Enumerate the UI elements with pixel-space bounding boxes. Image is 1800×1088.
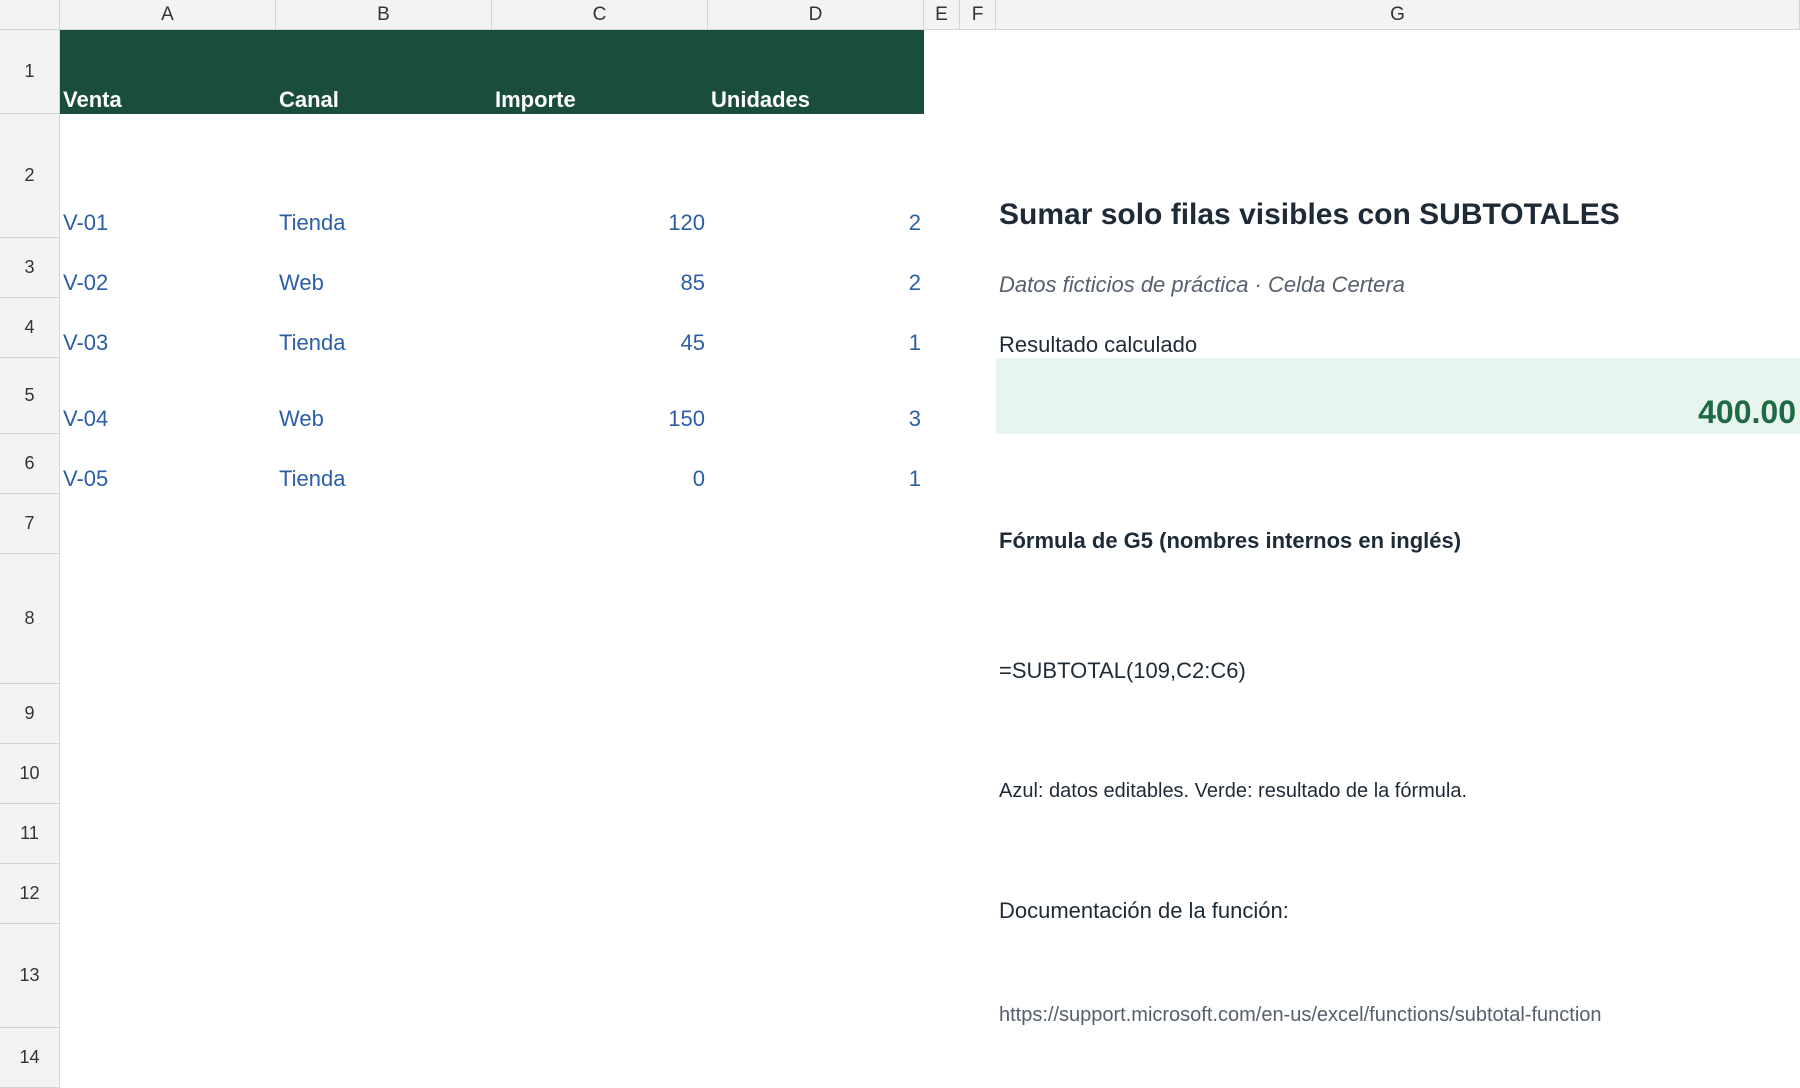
cell-venta[interactable]: V-04	[63, 406, 109, 431]
cell-venta[interactable]: V-05	[63, 466, 109, 491]
header-cell-venta[interactable]: Venta	[63, 87, 122, 112]
cell-unidades[interactable]: 2	[908, 210, 921, 235]
cell-importe[interactable]: 120	[668, 210, 705, 235]
header-cell-canal[interactable]: Canal	[279, 87, 339, 112]
page-title[interactable]: Sumar solo filas visibles con SUBTOTALES	[999, 198, 1620, 231]
row-header-3[interactable]: 3	[0, 238, 60, 298]
cell-venta[interactable]: V-03	[63, 330, 109, 355]
row-header-6[interactable]: 6	[0, 434, 60, 494]
cell-unidades[interactable]: 1	[908, 330, 921, 355]
column-header-d[interactable]: D	[708, 0, 924, 30]
row-header-8[interactable]: 8	[0, 554, 60, 684]
cell-canal[interactable]: Tienda	[279, 210, 346, 235]
documentation-label[interactable]: Documentación de la función:	[999, 898, 1289, 923]
row-header-9[interactable]: 9	[0, 684, 60, 744]
cell-canal[interactable]: Web	[279, 270, 324, 295]
row-header-13[interactable]: 13	[0, 924, 60, 1028]
result-label[interactable]: Resultado calculado	[999, 332, 1198, 357]
row-header-5[interactable]: 5	[0, 358, 60, 434]
header-cell-importe[interactable]: Importe	[495, 87, 576, 112]
cell-unidades[interactable]: 2	[908, 270, 921, 295]
column-header-b[interactable]: B	[276, 0, 492, 30]
column-header-g[interactable]: G	[996, 0, 1800, 30]
select-all-corner[interactable]	[0, 0, 60, 30]
column-header-a[interactable]: A	[60, 0, 276, 30]
result-value: 400.00	[1698, 394, 1796, 430]
cell-unidades[interactable]: 1	[908, 466, 921, 491]
cell-canal[interactable]: Tienda	[279, 466, 346, 491]
row-header-11[interactable]: 11	[0, 804, 60, 864]
cell-importe[interactable]: 150	[668, 406, 705, 431]
documentation-link[interactable]: https://support.microsoft.com/en-us/excel/functions/subtotal-function	[999, 1004, 1602, 1026]
cell-unidades[interactable]: 3	[908, 406, 921, 431]
cell-venta[interactable]: V-02	[63, 270, 109, 295]
row-header-7[interactable]: 7	[0, 494, 60, 554]
header-cell-unidades[interactable]: Unidades	[711, 87, 811, 112]
row-header-10[interactable]: 10	[0, 744, 60, 804]
cell-canal[interactable]: Web	[279, 406, 324, 431]
row-header-1[interactable]: 1	[0, 30, 60, 114]
column-header-c[interactable]: C	[492, 0, 708, 30]
cell-importe[interactable]: 45	[680, 330, 705, 355]
cell-venta[interactable]: V-01	[63, 210, 109, 235]
legend-note[interactable]: Azul: datos editables. Verde: resultado de la fórmula.	[999, 780, 1468, 802]
column-header-f[interactable]: F	[960, 0, 996, 30]
row-header-2[interactable]: 2	[0, 114, 60, 238]
row-header-12[interactable]: 12	[0, 864, 60, 924]
formula-label[interactable]: Fórmula de G5 (nombres internos en inglés)	[999, 528, 1462, 553]
cell-canal[interactable]: Tienda	[279, 330, 346, 355]
page-subtitle[interactable]: Datos ficticios de práctica · Celda Certera	[999, 272, 1405, 297]
cell-importe[interactable]: 0	[692, 466, 705, 491]
column-header-e[interactable]: E	[924, 0, 960, 30]
formula-text[interactable]: =SUBTOTAL(109,C2:C6)	[999, 658, 1246, 683]
row-header-4[interactable]: 4	[0, 298, 60, 358]
row-header-14[interactable]: 14	[0, 1028, 60, 1088]
cell-importe[interactable]: 85	[680, 270, 705, 295]
